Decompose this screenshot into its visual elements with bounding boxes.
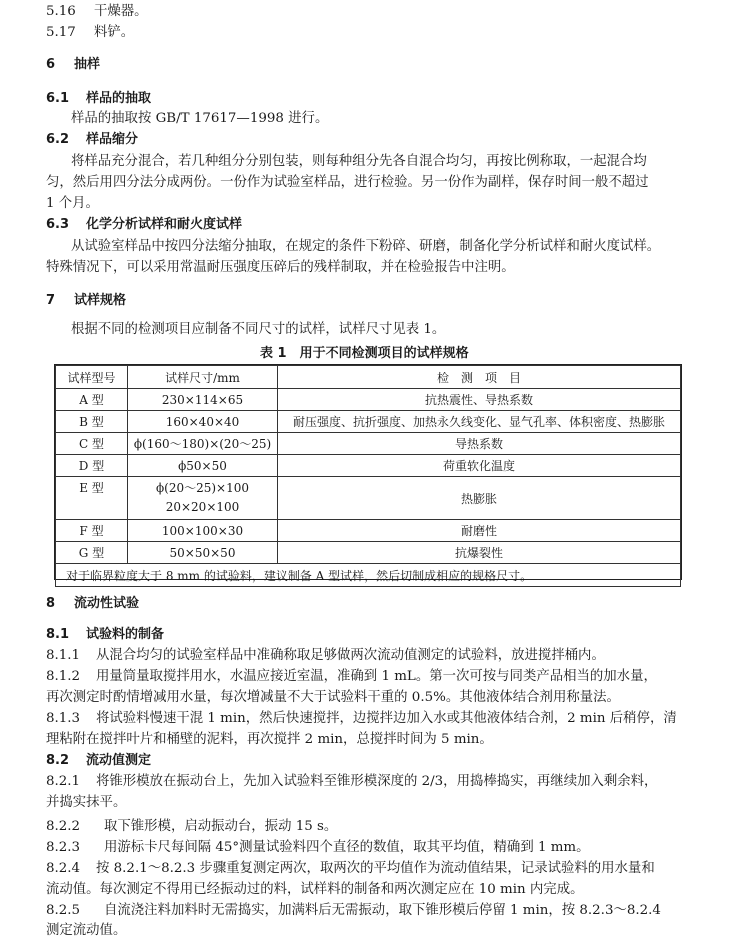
table-cell: E 型 bbox=[56, 477, 128, 520]
section-6-2-line-1: 将样品充分混合，若几种组分分别包装，则每种组分先各自混合均匀，再按比例称取，一起混合均 bbox=[71, 154, 647, 169]
section-6-3-line-1: 从试验室样品中按四分法缩分抽取，在规定的条件下粉碎、研磨，制备化学分析试样和耐火度试样。 bbox=[71, 239, 661, 254]
clause-8-2-5-cont: 测定流动值。 bbox=[46, 923, 127, 938]
clause-8-2-4: 8.2.4 按 8.2.1～8.2.3 步骤重复测定两次，取两次的平均值作为流动值结果，记录试验料的用水量和 bbox=[46, 861, 655, 876]
table-cell: 100×100×30 bbox=[128, 520, 278, 542]
table-cell: 230×114×65 bbox=[128, 389, 278, 411]
clause-8-1-2: 8.1.2 用量筒量取搅拌用水，水温应接近室温，准确到 1 mL。第一次可按与同类产品相当的加水量， bbox=[46, 669, 657, 684]
clause-text: 料铲。 bbox=[94, 25, 135, 40]
clause-8-2-2: 8.2.2 取下锥形模，启动振动台，振动 15 s。 bbox=[46, 819, 338, 834]
table-row bbox=[56, 542, 681, 564]
clause-8-1-3-cont: 理粘附在搅拌叶片和桶壁的泥料，再次搅拌 2 min，总搅拌时间为 5 min。 bbox=[46, 732, 493, 747]
table-caption: 表 1 用于不同检测项目的试样规格 bbox=[260, 346, 469, 361]
section-8-heading: 8 流动性试验 bbox=[46, 596, 140, 611]
table-cell: ϕ50×50 bbox=[128, 455, 278, 477]
section-7-heading: 7 试样规格 bbox=[46, 293, 127, 308]
table-row bbox=[56, 455, 681, 477]
clause-8-2-3: 8.2.3 用游标卡尺每间隔 45°测量试验料四个直径的数值，取其平均值，精确到 1 mm。 bbox=[46, 840, 590, 855]
table-cell: 导热系数 bbox=[278, 433, 681, 455]
table-cell: D 型 bbox=[56, 455, 128, 477]
table-row bbox=[56, 477, 681, 520]
section-6-heading: 6 抽样 bbox=[46, 57, 101, 72]
table-cell: ϕ(20～25)×100 20×20×100 bbox=[128, 477, 278, 520]
table-note: 对于临界粒度大于 8 mm 的试验料，建议制备 A 型试样，然后切制成相应的规格尺寸。 bbox=[56, 564, 681, 587]
table-header-row bbox=[56, 366, 681, 389]
table-cell: 抗热震性、导热系数 bbox=[278, 389, 681, 411]
clause-8-1-2-cont: 再次测定时酌情增减用水量，每次增减量不大于试验料干重的 0.5%。其他液体结合剂用称量法。 bbox=[46, 690, 620, 705]
specimen-table bbox=[54, 364, 682, 583]
section-8-1-heading: 8.1 试验料的制备 bbox=[46, 627, 165, 642]
clause-8-2-1-cont: 并捣实抹平。 bbox=[46, 795, 127, 810]
section-6-1-paragraph: 样品的抽取按 GB/T 17617—1998 进行。 bbox=[71, 111, 329, 126]
section-6-2-line-3: 1 个月。 bbox=[46, 196, 99, 211]
table-cell: ϕ(160～180)×(20～25) bbox=[128, 433, 278, 455]
clause-8-1-3: 8.1.3 将试验料慢速干混 1 min，然后快速搅拌，边搅拌边加入水或其他液体结合剂，2 min 后稍停，清 bbox=[46, 711, 677, 726]
clause-number: 5.16 bbox=[46, 4, 76, 19]
table-header-cell: 试样型号 bbox=[56, 366, 128, 389]
section-7-paragraph: 根据不同的检测项目应制备不同尺寸的试样，试样尺寸见表 1。 bbox=[71, 322, 446, 337]
clause-5-17 bbox=[46, 24, 134, 42]
clause-8-2-4-cont: 流动值。每次测定不得用已经振动过的料，试样料的制备和两次测定应在 10 min 内完成。 bbox=[46, 882, 584, 897]
table-cell: G 型 bbox=[56, 542, 128, 564]
section-6-2-line-2: 匀，然后用四分法分成两份。一份作为试验室样品，进行检验。另一份作为副样，保存时间一般不超过 bbox=[46, 175, 649, 190]
table-cell: 荷重软化温度 bbox=[278, 455, 681, 477]
table-note-row bbox=[56, 564, 681, 587]
section-6-1-heading: 6.1 样品的抽取 bbox=[46, 91, 152, 106]
clause-8-2-1: 8.2.1 将锥形模放在振动台上，先加入试验料至锥形模深度的 2/3，用捣棒捣实，再继续加入剩余料， bbox=[46, 774, 658, 789]
clause-number: 5.17 bbox=[46, 25, 76, 40]
section-6-3-heading: 6.3 化学分析试样和耐火度试样 bbox=[46, 217, 243, 232]
table-cell: 耐磨性 bbox=[278, 520, 681, 542]
table-cell: A 型 bbox=[56, 389, 128, 411]
table-cell: 耐压强度、抗折强度、加热永久线变化、显气孔率、体积密度、热膨胀 bbox=[278, 411, 681, 433]
table-cell: 抗爆裂性 bbox=[278, 542, 681, 564]
section-6-3-line-2: 特殊情况下，可以采用常温耐压强度压碎后的残样制取，并在检验报告中注明。 bbox=[46, 260, 515, 275]
clause-text: 干燥器。 bbox=[94, 4, 148, 19]
table-cell: F 型 bbox=[56, 520, 128, 542]
clause-8-1-1: 8.1.1 从混合均匀的试验室样品中准确称取足够做两次流动值测定的试验料，放进搅拌桶内。 bbox=[46, 648, 605, 663]
table-row bbox=[56, 389, 681, 411]
section-8-2-heading: 8.2 流动值测定 bbox=[46, 753, 152, 768]
table-cell: 热膨胀 bbox=[278, 477, 681, 520]
table-header-cell: 检 测 项 目 bbox=[278, 366, 681, 389]
table-cell: B 型 bbox=[56, 411, 128, 433]
section-6-2-heading: 6.2 样品缩分 bbox=[46, 132, 139, 147]
clause-5-16 bbox=[46, 3, 148, 21]
table-row bbox=[56, 433, 681, 455]
table-row bbox=[56, 411, 681, 433]
clause-8-2-5: 8.2.5 自流浇注料加料时无需捣实，加满料后无需振动，取下锥形模后停留 1 min，按 8.2.3～8.2.4 bbox=[46, 903, 661, 918]
table-header-cell: 试样尺寸/mm bbox=[128, 366, 278, 389]
table-cell: 50×50×50 bbox=[128, 542, 278, 564]
table-cell: C 型 bbox=[56, 433, 128, 455]
table-cell: 160×40×40 bbox=[128, 411, 278, 433]
table-row bbox=[56, 520, 681, 542]
